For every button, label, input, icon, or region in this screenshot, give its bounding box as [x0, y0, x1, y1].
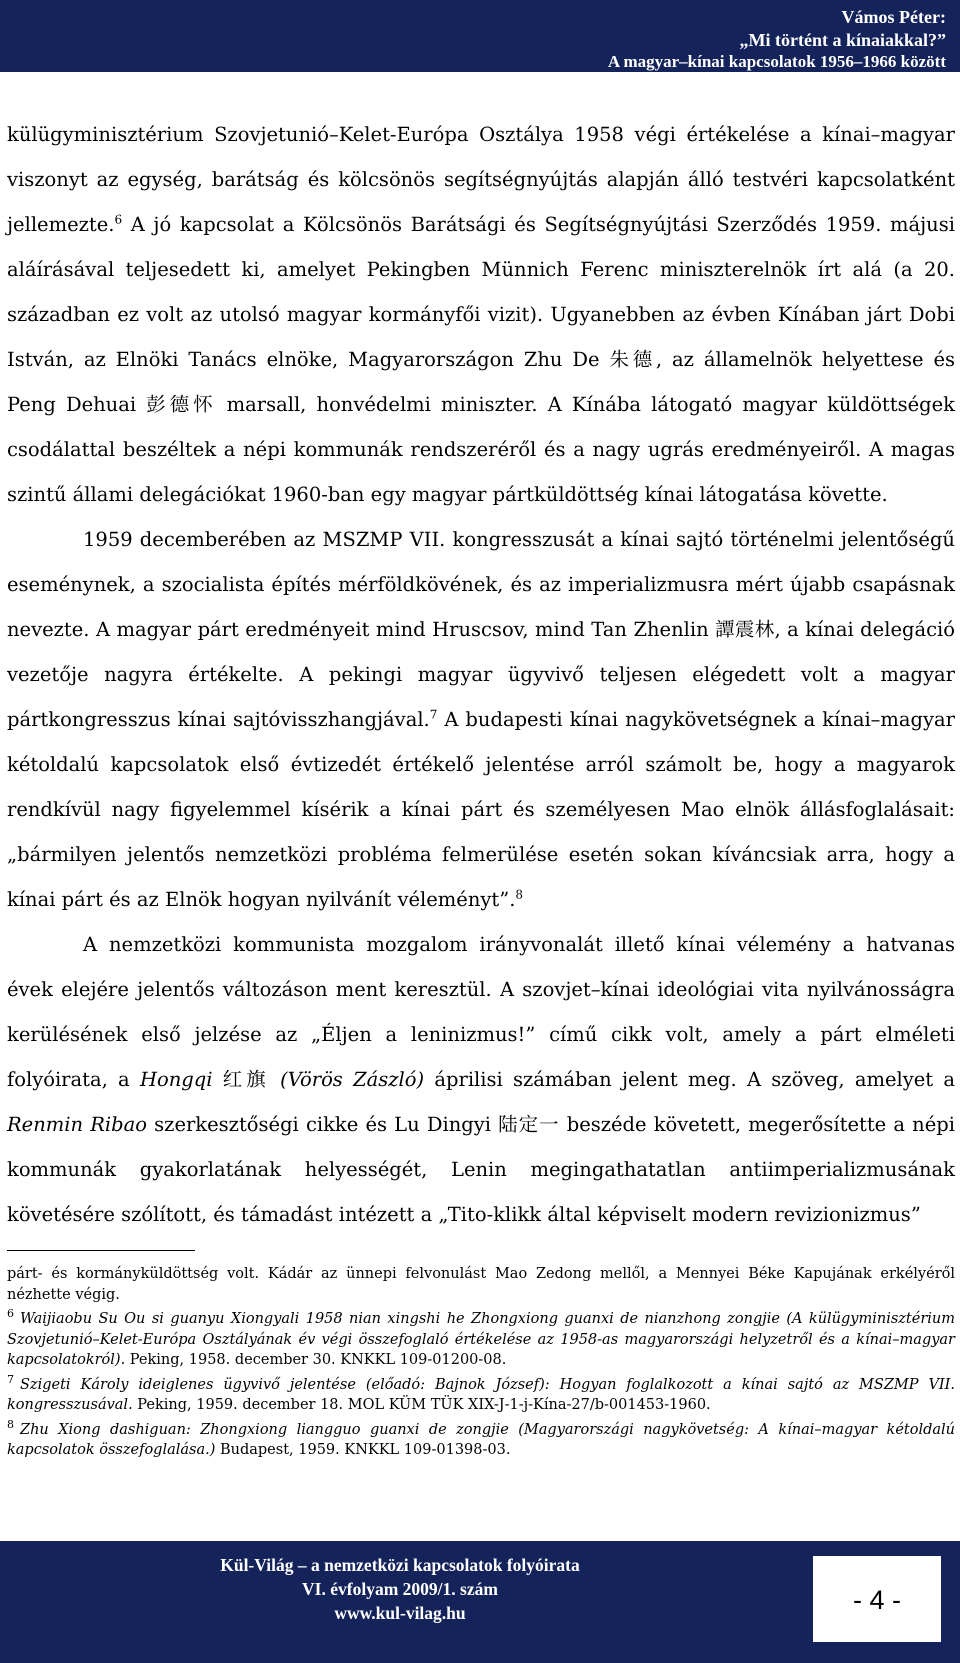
footer-journal: Kül-Világ – a nemzetközi kapcsolatok folyóirata [220, 1555, 580, 1575]
footer-issue: VI. évfolyam 2009/1. szám [302, 1579, 498, 1599]
footnotes [7, 1264, 955, 1465]
paragraph-3 [7, 922, 955, 1237]
paragraph-3-text-e: szerkesztőségi cikke és Lu Dingyi 陆定一 beszéde követett, megerősítette a népi kommunák gyakorlatának helyességét, Lenin megingathatatlan antiimperializmusának követésére szólított, és támadást intézett a „Tito-klikk által képviselt modern revizionizmus” [7, 1113, 955, 1226]
paragraph-3-text-c: 红旗 [212, 1068, 281, 1091]
footnote-source: Peking, 1958. december 30. KNKKL 109-01200-08. [125, 1352, 507, 1368]
footnote-source: Peking, 1959. december 18. MOL KÜM TÜK XIX-J-1-j-Kína-27/b-001453-1960. [132, 1397, 711, 1413]
footnote-title: Zhu Xiong dashiguan: Zhongxiong liangguo guanxi de zongjie (Magyarországi nagykövetség: A kínai–magyar kétoldalú kapcsolatok összefoglalása.) [7, 1421, 955, 1458]
footnote-title: Waijiaobu Su Ou si guanyu Xiongyali 1958 nian xingshi he Zhongxiong guanxi de nianzhong zongjie (A külügyminisztérium Szovjetunió–Kelet-Európa Osztályának év végi összefoglaló értékelése az 1958-as magyarországi helyzetről és a kínai–magyar kapcsolatokról). [7, 1311, 955, 1368]
footnote-title: Szigeti Károly ideiglenes ügyvivő jelentése (előadó: Bajnok József): Hogyan foglalkozott a kínai sajtó az MSZMP VII. kongresszusával. [7, 1376, 955, 1413]
footnote-8 [7, 1417, 955, 1461]
footnote-number: 6 [7, 1307, 14, 1321]
paragraph-2-text-b: A budapesti kínai nagykövetségnek a kínai–magyar kétoldalú kapcsolatok első évtizedét értékelő jelentése arról számolt be, hogy a magyarok rendkívül nagy figyelemmel kísérik a kínai párt és személyesen Mao elnök állásfoglalásait: „bármilyen jelentős nemzetközi probléma felmerülése esetén sokan kíváncsiak arra, hogy a kínai párt és az Elnök hogyan nyilvánít véleményt”. [7, 708, 955, 911]
footnote-continuation: párt- és kormányküldöttség volt. Kádár az ünnepi felvonulást Mao Zedong mellől, a Mennyei Béke Kapujának erkélyéről nézhette végig. [7, 1266, 955, 1303]
paragraph-2 [7, 517, 955, 922]
footnote-6 [7, 1309, 955, 1371]
footnote-ref-6[interactable]: 6 [114, 212, 123, 227]
paragraph-1-text-a: külügyminisztérium Szovjetunió–Kelet-Európa Osztálya 1958 végi értékelése a kínai–magyar viszonyt az egység, barátság és kölcsönös segítségnyújtás alapján álló testvéri kapcsolatként jellemezte. [7, 123, 955, 236]
journal-translation: (Vörös Zászló) [280, 1068, 425, 1091]
footer-info [0, 1553, 800, 1625]
journal-name-hongqi: Hongqi [139, 1068, 213, 1091]
header-author: Vámos Péter: [841, 7, 946, 27]
running-header [0, 0, 960, 72]
page-number: - 4 - [812, 1555, 942, 1643]
paragraph-3-text-d: áprilisi számában jelent meg. A szöveg, amelyet a [424, 1068, 955, 1091]
paragraph-1-text-b: A jó kapcsolat a Kölcsönös Barátsági és Segítségnyújtási Szerződés 1959. májusi aláírásával teljesedett ki, amelyet Pekingben Münnich Ferenc miniszterelnök írt alá (a 20. században ez volt az utolsó magyar kormányfői vizit). Ugyanebben az évben Kínában járt Dobi István, az Elnöki Tanács elnöke, Magyarországon Zhu De 朱德, az államelnök helyettese és Peng Dehuai 彭德怀 marsall, honvédelmi miniszter. A Kínába látogató magyar küldöttségek csodálattal beszéltek a népi kommunák rendszeréről és a nagy ugrás eredményeiről. A magas szintű állami delegációkat 1960-ban egy magyar pártküldöttség kínai látogatása követte. [7, 213, 955, 506]
header-title: „Mi történt a kínaiakkal?” [739, 30, 946, 50]
footnote-number: 8 [7, 1417, 14, 1431]
footnote-ref-8[interactable]: 8 [515, 887, 524, 902]
footnote-separator [7, 1250, 195, 1251]
newspaper-name-renmin-ribao: Renmin Ribao [7, 1113, 147, 1136]
running-footer [0, 1541, 960, 1663]
paragraph-2-text-a: 1959 decemberében az MSZMP VII. kongresszusát a kínai sajtó történelmi jelentőségű eseménynek, a szocialista építés mérföldkövének, és az imperializmusra mért újabb csapásnak nevezte. A magyar párt eredményeit mind Hruscsov, mind Tan Zhenlin 譚震林, a kínai delegáció vezetője nagyra értékelte. A pekingi magyar ügyvivő teljesen elégedett volt a magyar pártkongresszus kínai sajtóvisszhangjával. [7, 528, 955, 731]
footer-url[interactable]: www.kul-vilag.hu [334, 1603, 466, 1623]
footnote-ref-7[interactable]: 7 [429, 707, 438, 722]
article-body [7, 112, 955, 1237]
footnote-7 [7, 1372, 955, 1416]
footnote-number: 7 [7, 1372, 14, 1386]
footnote-source: Budapest, 1959. KNKKL 109-01398-03. [215, 1442, 511, 1458]
paragraph-1 [7, 112, 955, 517]
header-subtitle: A magyar–kínai kapcsolatok 1956–1966 között [607, 52, 946, 71]
paragraph-3-text-a: A nemzetközi kommunista mozgalom irányvonalát illető kínai vélemény a hatvanas évek elejére jelentős változáson ment keresztül. A szovjet–kínai ideológiai vita nyilvánosságra kerülésének első jelzése az „Éljen a leninizmus!” című cikk volt, amely a párt elméleti folyóirata, a [7, 933, 955, 1091]
